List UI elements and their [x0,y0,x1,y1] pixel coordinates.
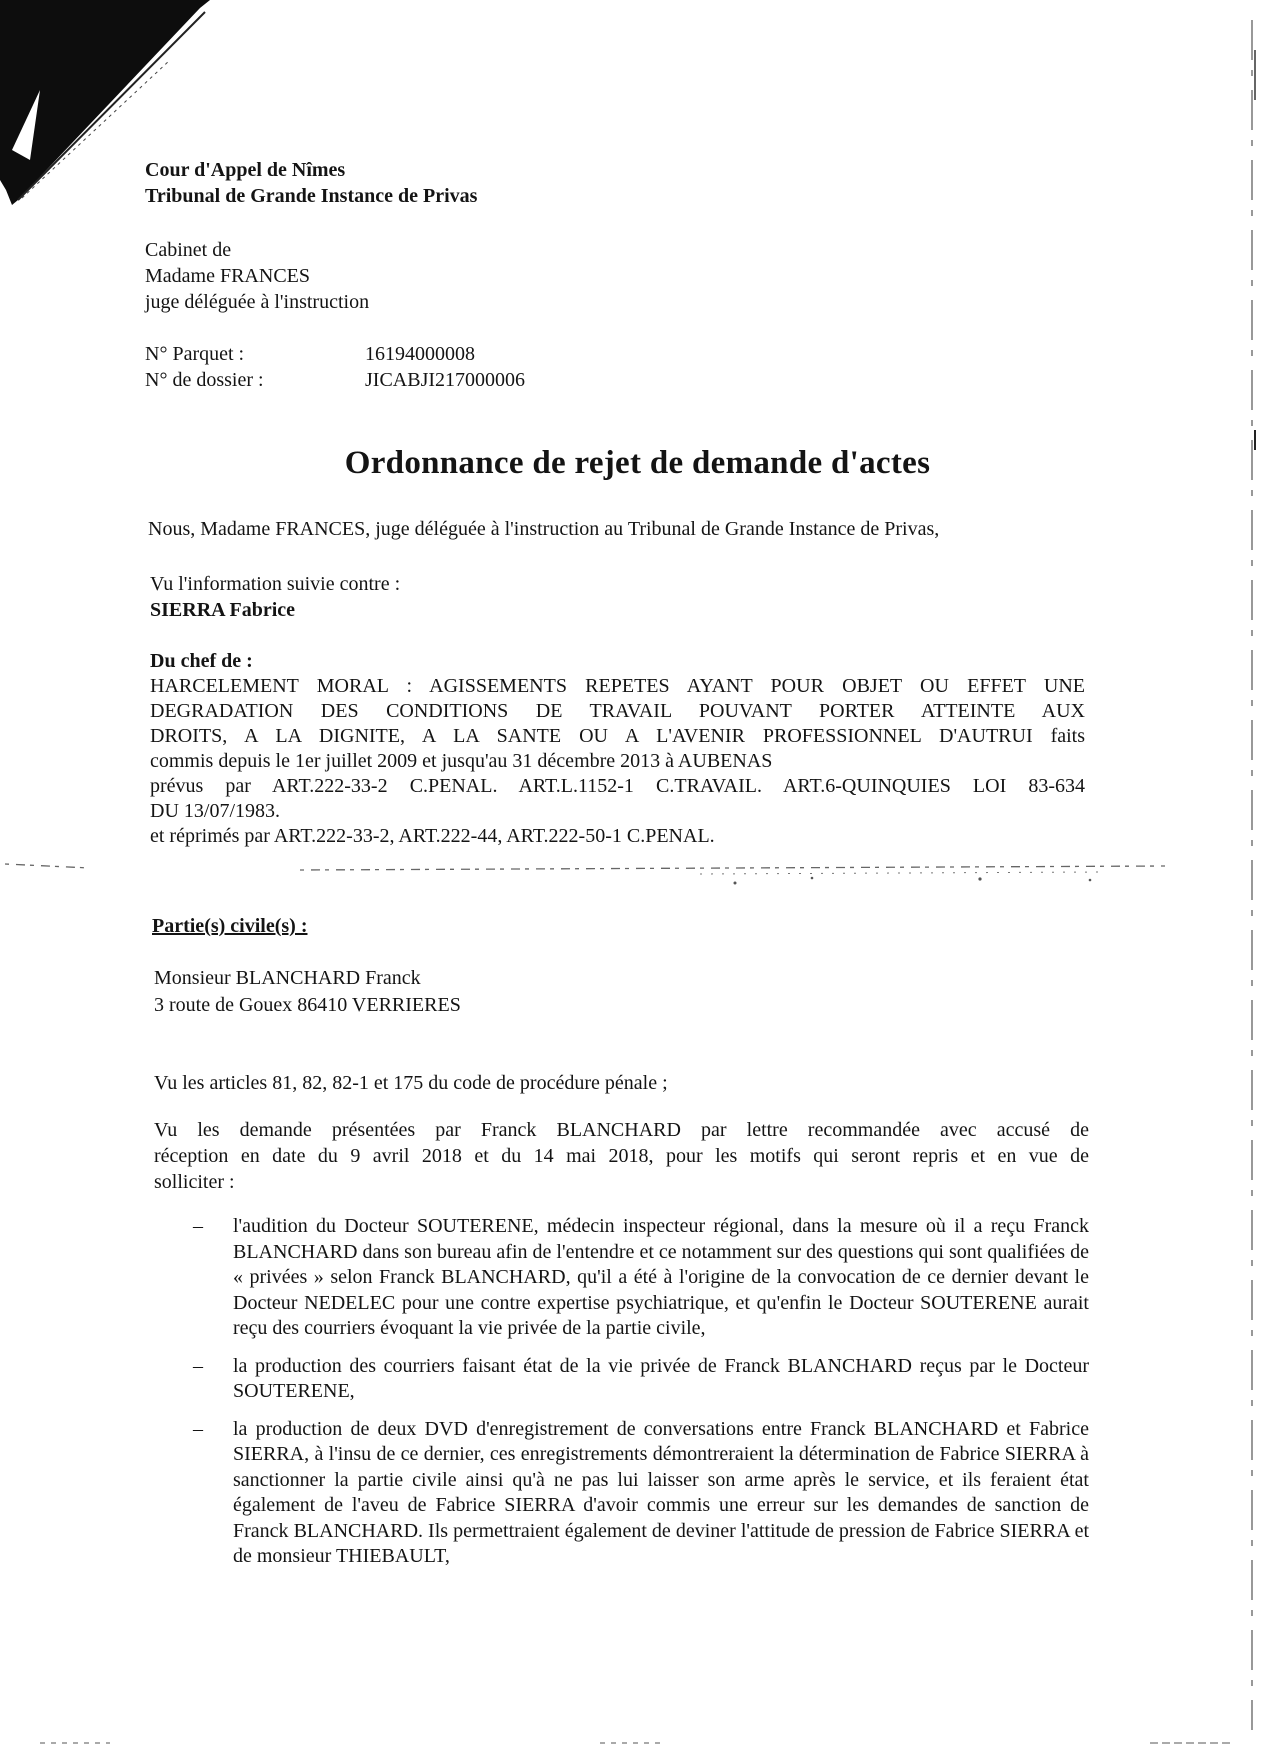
parquet-row [145,341,525,367]
civil-party-address: 3 route de Gouex 86410 VERRIERES [154,994,461,1016]
scan-noise-line [0,858,1275,898]
dash-bullet: – [193,1417,203,1440]
requests-line: Vu les demande présentées par Franck BLANCHARD par lettre recommandée avec accusé de [154,1119,1089,1141]
parquet-label: N° Parquet : [145,343,245,365]
list-item [193,1417,1089,1570]
charges-line: HARCELEMENT MORAL : AGISSEMENTS REPETES AYANT POUR OBJET OU EFFET UNE [150,675,1085,697]
list-item-text: l'audition du Docteur SOUTERENE, médecin inspecteur régional, dans la mesure où il a reçu Franck BLANCHARD dans son bureau afin de l'entendre et ce notamment sur des questions qui sont qualifiées de « privées » selon Franck BLANCHARD, qu'il a été à l'origine de la convocation de ce dernier devant le Docteur NEDELEC pour une contre expertise psychiatrique, et qu'enfin le Docteur SOUTERENE aurait reçu des courriers évoquant la vie privée de la partie civile, [233,1215,1089,1339]
court-name: Cour d'Appel de Nîmes [145,159,346,181]
dash-bullet: – [193,1354,203,1377]
dossier-row [145,367,525,393]
charges-line: DEGRADATION DES CONDITIONS DE TRAVAIL POUVANT PORTER ATTEINTE AUX [150,700,1085,722]
charges-block [150,649,1085,849]
list-item-text: la production de deux DVD d'enregistrement de conversations entre Franck BLANCHARD et Fabrice SIERRA, à l'insu de ce dernier, ces enregistrements démontreraient la détermination de Fabrice SIERRA à sanctionner la partie civile ainsi qu'à ne pas lui laisser son arme après le service, et ils feraient état également de l'aveu de Fabrice SIERRA d'avoir commis une erreur sur les demandes de sanction de Franck BLANCHARD. Ils permettraient également de deviner l'attitude de pression de Fabrice SIERRA et de monsieur THIEBAULT, [233,1417,1089,1567]
list-item-text: la production des courriers faisant état de la vie privée de Franck BLANCHARD reçus par le Docteur SOUTERENE, [233,1354,1089,1402]
list-item [193,1354,1089,1405]
judge-role: juge déléguée à l'instruction [145,291,370,313]
charges-line: commis depuis le 1er juillet 2009 et jusqu'au 31 décembre 2013 à AUBENAS [150,750,773,772]
requests-line: solliciter : [154,1171,235,1193]
accused-name: SIERRA Fabrice [150,599,295,621]
civil-party-block [154,965,461,1019]
document-title: Ordonnance de rejet de demande d'actes [344,445,931,481]
charges-line: DU 13/07/1983. [150,800,280,822]
cabinet-line: Cabinet de [145,239,232,261]
charges-line: DROITS, A LA DIGNITE, A LA SANTE OU A L'AVENIR PROFESSIONNEL D'AUTRUI faits [150,725,1085,747]
list-item [193,1214,1089,1342]
parquet-number: 16194000008 [365,343,475,365]
reference-block [145,341,525,393]
information-block [150,571,400,623]
dash-bullet: – [193,1215,203,1237]
articles-paragraph: Vu les articles 81, 82, 82-1 et 175 du code de procédure pénale ; [154,1072,668,1094]
court-header [145,157,477,209]
intro-paragraph: Nous, Madame FRANCES, juge déléguée à l'instruction au Tribunal de Grande Instance de Privas, [148,518,940,540]
dossier-number: JICABJI217000006 [365,369,526,391]
civil-party-name: Monsieur BLANCHARD Franck [154,967,421,989]
charges-line: prévus par ART.222-33-2 C.PENAL. ART.L.1152-1 C.TRAVAIL. ART.6-QUINQUIES LOI 83-634 [150,775,1085,797]
judge-name: Madame FRANCES [145,265,310,287]
civil-parties-heading: Partie(s) civile(s) : [152,915,308,937]
requests-list [193,1214,1089,1582]
requests-paragraph [154,1117,1089,1195]
tribunal-name: Tribunal de Grande Instance de Privas [145,185,478,207]
cabinet-block [145,237,369,315]
charges-heading: Du chef de : [150,650,253,672]
charges-line: et réprimés par ART.222-33-2, ART.222-44, ART.222-50-1 C.PENAL. [150,825,715,847]
information-label: Vu l'information suivie contre : [150,573,401,595]
dossier-label: N° de dossier : [145,369,264,391]
scan-bottom-edge [0,1737,1275,1749]
requests-line: réception en date du 9 avril 2018 et du 14 mai 2018, pour les motifs qui seront repris et en vue de [154,1145,1089,1167]
